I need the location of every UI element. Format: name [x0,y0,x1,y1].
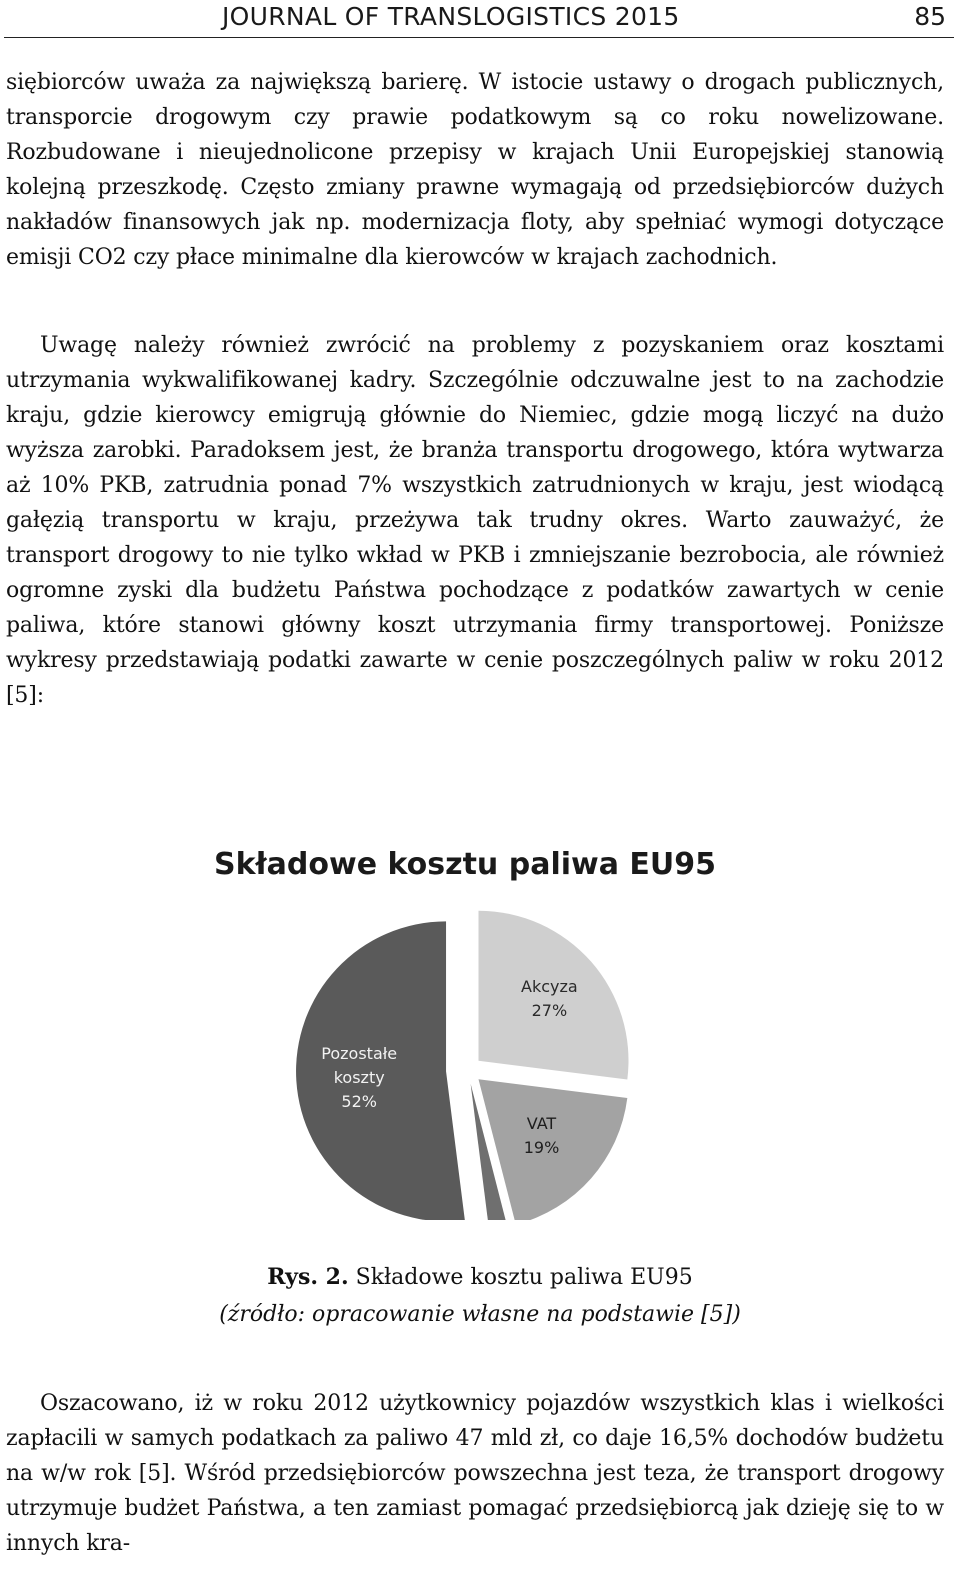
page-header [0,0,960,40]
paragraph-3: Oszacowano, iż w roku 2012 użytkownicy pojazdów wszystkich klas i wielkości zapłacili w samych podatkach za paliwo 47 mld zł, co daje 16,5% dochodów budżetu na w/w rok [5]. Wśród przedsiębiorców powszechna jest teza, że transport drogowy utrzymuje budżet Państwa, a ten zamiast pomagać przedsiębiorcą jak dzieję się to w innych kra- [6,1391,944,1556]
paragraph-2: Uwagę należy również zwrócić na problemy z pozyskaniem oraz kosztami utrzymania wykwalifikowanej kadry. Szczególnie odczuwalne jest to na zachodzie kraju, gdzie kierowcy emigrują głównie do Niemiec, gdzie mogą liczyć na dużo wyższa zarobki. Paradoksem jest, że branża transportu drogowego, która wytwarza aż 10% PKB, zatrudnia ponad 7% wszystkich zatrudnionych w kraju, jest wiodącą gałęzią transportu w kraju, przeżywa tak trudny okres. Warto zauważyć, że transport drogowy to nie tylko wkład w PKB i zmniejszanie bezrobocia, ale również ogromne zyski dla budżetu Państwa pochodzące z podatków zawartych w cenie paliwa, które stanowi główny koszt utrzymania firmy transportowej. Poniższe wykresy przedstawiają podatki zawarte w cenie poszczególnych paliw w roku 2012 [5]: [6,333,944,708]
page-number: 85 [914,2,946,31]
pie-label-2: VAT 19% [523,1113,560,1157]
figure-caption-text: Składowe kosztu paliwa EU95 [355,1265,693,1290]
figure-source: (źródło: opracowanie własne na podstawie [5]) [219,1302,741,1327]
pie-label-4: Pozostałe koszty 52% [321,1043,398,1111]
journal-title: JOURNAL OF TRANSLOGISTICS 2015 [222,2,680,31]
figure-caption-label: Rys. 2. [267,1264,349,1290]
chart-title: Składowe kosztu paliwa EU95 [213,847,717,882]
header-rule [4,37,954,38]
figure-caption [0,1264,960,1290]
pie-chart [0,830,960,1220]
paragraph-1: siębiorców uważa za największą barierę. W istocie ustawy o drogach publicznych, transporcie drogowym czy prawie podatkowym są co roku nowelizowane. Rozbudowane i nieujednolicone przepisy w krajach Unii Europejskiej stanowią kolejną przeszkodę. Często zmiany prawne wymagają od przedsiębiorców dużych nakładów finansowych jak np. modernizacja floty, aby spełniać wymogi dotyczące emisji CO2 czy płace minimalne dla kierowców w krajach zachodnich. [6,70,944,270]
figure-pie-chart [0,830,960,1220]
pie-label-1: Akcyza 27% [521,977,578,1021]
